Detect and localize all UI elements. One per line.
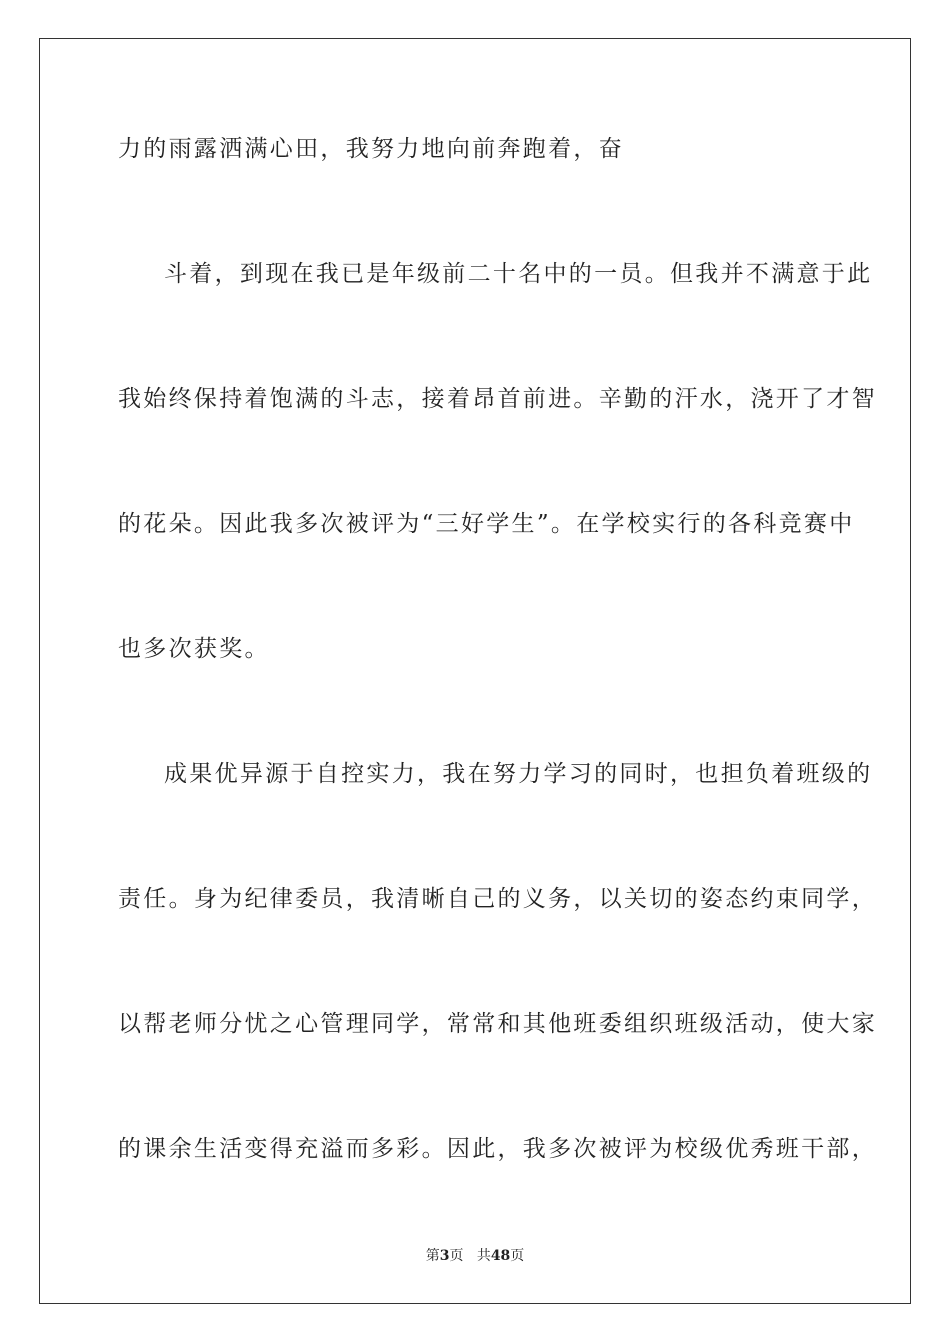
- text-line: 我始终保持着饱满的斗志，接着昂首前进。辛勤的汗水，浇开了才智: [118, 386, 877, 412]
- text-line: 成果优异源于自控实力，我在努力学习的同时，也担负着班级的: [164, 761, 873, 787]
- page-suffix: 页: [449, 1248, 464, 1264]
- page-border: [39, 38, 911, 1304]
- total-prefix: 共: [476, 1248, 491, 1264]
- total-suffix: 页: [510, 1248, 525, 1264]
- text-line: 责任。身为纪律委员，我清晰自己的义务，以关切的姿态约束同学，: [118, 886, 877, 912]
- text-line: 力的雨露洒满心田，我努力地向前奔跑着，奋: [118, 136, 624, 162]
- text-line: 的课余生活变得充溢而多彩。因此，我多次被评为校级优秀班干部，: [118, 1136, 877, 1162]
- text-line: 的花朵。因此我多次被评为“三好学生”。在学校实行的各科竞赛中: [118, 511, 855, 537]
- text-line: 以帮老师分忧之心管理同学，常常和其他班委组织班级活动，使大家: [118, 1011, 877, 1037]
- total-pages: 48: [490, 1248, 511, 1264]
- page-number: 3: [439, 1248, 450, 1264]
- text-line: 斗着，到现在我已是年级前二十名中的一员。但我并不满意于此: [164, 261, 873, 287]
- page-prefix: 第: [425, 1248, 440, 1264]
- page-footer: [0, 1246, 950, 1266]
- text-line: 也多次获奖。: [118, 636, 270, 662]
